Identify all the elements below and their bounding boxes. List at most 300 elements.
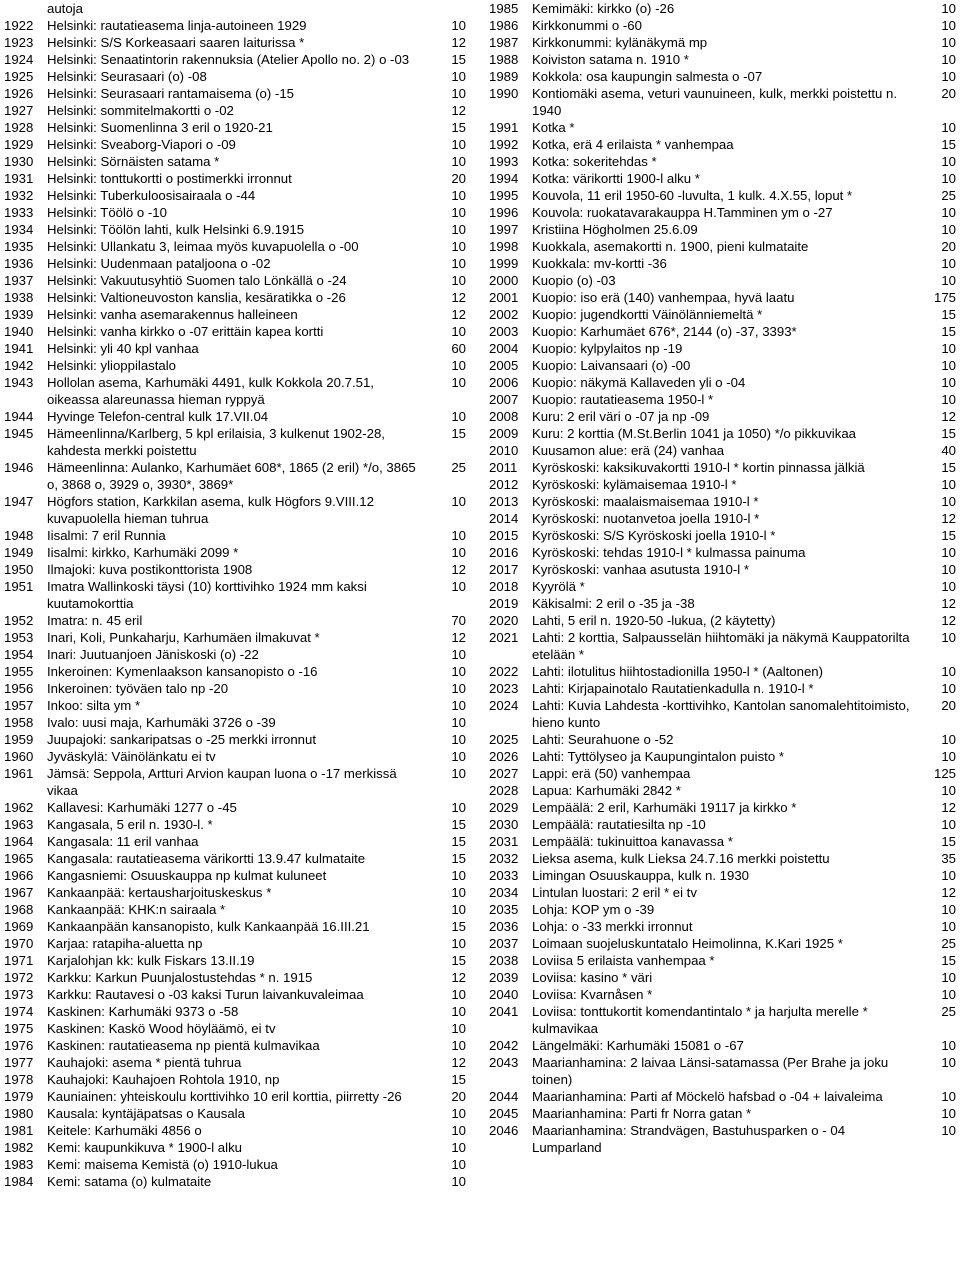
entry-price: 12 [941, 511, 956, 526]
entry-price: 10 [451, 154, 466, 169]
catalog-entry [489, 918, 956, 935]
catalog-entry [4, 119, 466, 136]
entry-number: 1988 [489, 52, 519, 67]
entry-description: Lapua: Karhumäki 2842 * [532, 783, 681, 798]
catalog-entry [489, 952, 956, 969]
catalog-entry [4, 1105, 466, 1122]
entry-price: 10 [941, 52, 956, 67]
entry-description: Helsinki: Ullankatu 3, leimaa myös kuvapuolella o -00 [47, 239, 359, 254]
entry-description: Kyröskoski: kylämaisemaa 1910-l * [532, 477, 737, 492]
entry-number: 1939 [4, 307, 34, 322]
entry-number: 1973 [4, 987, 34, 1002]
catalog-entry [489, 340, 956, 357]
entry-description: Kausala: kyntäjäpatsas o Kausala [47, 1106, 245, 1121]
catalog-entry [489, 357, 956, 374]
entry-description: Helsinki: Töölön lahti, kulk Helsinki 6.9.1915 [47, 222, 305, 237]
entry-number: 1933 [4, 205, 34, 220]
entry-number: 1999 [489, 256, 519, 271]
entry-price: 15 [941, 137, 956, 152]
entry-description: Lahti: 2 korttia, Salpausselän hiihtomäki ja näkymä Kauppatorilta etelään * [532, 630, 910, 662]
entry-description: Karkku: Rautavesi o -03 kaksi Turun laivankuvaleimaa [47, 987, 364, 1002]
entry-price: 20 [451, 171, 466, 186]
catalog-entry [489, 68, 956, 85]
catalog-entry [4, 51, 466, 68]
entry-number: 1954 [4, 647, 34, 662]
entry-description: Kangasala: rautatieasema värikortti 13.9.47 kulmataite [47, 851, 366, 866]
entry-price: 10 [941, 1055, 956, 1070]
entry-price: 10 [451, 256, 466, 271]
entry-description: Lempäälä: 2 eril, Karhumäki 19117 ja kirkko * [532, 800, 797, 815]
catalog-entry [4, 306, 466, 323]
entry-description: Juupajoki: sankaripatsas o -25 merkki irronnut [47, 732, 317, 747]
entry-price: 15 [451, 953, 466, 968]
entry-number: 2000 [489, 273, 519, 288]
catalog-entry [4, 578, 466, 612]
catalog-entry [489, 867, 956, 884]
entry-description: Kouvola: ruokatavarakauppa H.Tamminen ym o -27 [532, 205, 833, 220]
entry-description: Kotka * [532, 120, 575, 135]
entry-number: 1925 [4, 69, 34, 84]
catalog-entry [4, 340, 466, 357]
entry-price: 60 [451, 341, 466, 356]
entry-description: Helsinki: S/S Korkeasaari saaren laiturissa * [47, 35, 305, 50]
entry-number: 2025 [489, 732, 519, 747]
entry-number: 1960 [4, 749, 34, 764]
right-column [489, 0, 956, 1156]
entry-price: 10 [451, 681, 466, 696]
entry-number: 2027 [489, 766, 519, 781]
catalog-entry [4, 102, 466, 119]
entry-description: Maarianhamina: Parti fr Norra gatan * [532, 1106, 752, 1121]
entry-price: 25 [941, 188, 956, 203]
catalog-entry [489, 119, 956, 136]
catalog-entry [4, 714, 466, 731]
entry-number: 1981 [4, 1123, 34, 1138]
catalog-entry [4, 1122, 466, 1139]
entry-number: 1952 [4, 613, 34, 628]
entry-price: 15 [941, 528, 956, 543]
entry-price: 10 [451, 137, 466, 152]
entry-price: 12 [941, 596, 956, 611]
entry-number: 1936 [4, 256, 34, 271]
entry-number: 1931 [4, 171, 34, 186]
catalog-entry [4, 952, 466, 969]
entry-price: 10 [451, 749, 466, 764]
entry-price: 10 [941, 256, 956, 271]
catalog-entry [489, 1105, 956, 1122]
catalog-entry [4, 561, 466, 578]
catalog-entry [489, 595, 956, 612]
entry-number: 1938 [4, 290, 34, 305]
catalog-entry [489, 748, 956, 765]
entry-description: Kankaanpään kansanopisto, kulk Kankaanpää 16.III.21 [47, 919, 370, 934]
entry-description: Kyröskoski: nuotanvetoa joella 1910-l * [532, 511, 760, 526]
catalog-entry [489, 85, 956, 119]
entry-price: 10 [941, 817, 956, 832]
catalog-entry [4, 1003, 466, 1020]
catalog-entry [4, 85, 466, 102]
entry-description: Loviisa: Kvarnåsen * [532, 987, 653, 1002]
entry-number: 1951 [4, 579, 34, 594]
catalog-entry [489, 493, 956, 510]
entry-price: 10 [941, 1106, 956, 1121]
entry-description: Iisalmi: kirkko, Karhumäki 2099 * [47, 545, 239, 560]
entry-price: 25 [941, 936, 956, 951]
entry-description: Helsinki: vanha kirkko o -07 erittäin kapea kortti [47, 324, 324, 339]
entry-description: Helsinki: Senaatintorin rakennuksia (Atelier Apollo no. 2) o -03 [47, 52, 410, 67]
entry-price: 10 [451, 545, 466, 560]
catalog-entry [4, 1037, 466, 1054]
entry-price: 10 [941, 1123, 956, 1138]
catalog-entry [4, 986, 466, 1003]
entry-number: 1994 [489, 171, 519, 186]
entry-description: Helsinki: Töölö o -10 [47, 205, 167, 220]
entry-description: Lohja: o -33 merkki irronnut [532, 919, 693, 934]
entry-description: Karjaa: ratapiha-aluetta np [47, 936, 203, 951]
entry-description: Kangasala, 5 eril n. 1930-l. * [47, 817, 213, 832]
entry-number: 1964 [4, 834, 34, 849]
entry-price: 10 [941, 1038, 956, 1053]
catalog-entry [489, 816, 956, 833]
entry-price: 15 [941, 834, 956, 849]
entry-number: 1946 [4, 460, 34, 475]
entry-price: 25 [451, 460, 466, 475]
entry-price: 10 [451, 1140, 466, 1155]
entry-price: 10 [941, 222, 956, 237]
entry-number: 2009 [489, 426, 519, 441]
entry-number: 1971 [4, 953, 34, 968]
entry-price: 12 [941, 800, 956, 815]
catalog-entry [4, 1088, 466, 1105]
entry-price: 15 [451, 817, 466, 832]
entry-description: Kokkola: osa kaupungin salmesta o -07 [532, 69, 763, 84]
entry-price: 10 [451, 766, 466, 781]
catalog-entry [489, 425, 956, 442]
entry-description: Kangasniemi: Osuuskauppa np kulmat kuluneet [47, 868, 327, 883]
entry-price: 10 [451, 1174, 466, 1189]
catalog-entry [489, 238, 956, 255]
entry-price: 10 [451, 715, 466, 730]
catalog-entry [489, 187, 956, 204]
entry-number: 1955 [4, 664, 34, 679]
entry-number: 1945 [4, 426, 34, 441]
catalog-entry [489, 391, 956, 408]
catalog-entry [489, 255, 956, 272]
catalog-entry [4, 68, 466, 85]
entry-description: Kuopio: rautatieasema 1950-l * [532, 392, 714, 407]
catalog-entry [4, 629, 466, 646]
catalog-entry [489, 170, 956, 187]
entry-description: Helsinki: Tuberkuloosisairaala o -44 [47, 188, 256, 203]
entry-description: Helsinki: Seurasaari rantamaisema (o) -15 [47, 86, 294, 101]
entry-price: 10 [941, 902, 956, 917]
entry-number: 1953 [4, 630, 34, 645]
catalog-entry [489, 374, 956, 391]
entry-description: Kemi: maisema Kemistä (o) 1910-lukua [47, 1157, 278, 1172]
entry-number: 2045 [489, 1106, 519, 1121]
catalog-entry [4, 34, 466, 51]
entry-number: 1970 [4, 936, 34, 951]
catalog-entry [4, 289, 466, 306]
entry-price: 10 [451, 375, 466, 390]
entry-price: 15 [941, 460, 956, 475]
entry-price: 10 [941, 494, 956, 509]
entry-price: 10 [451, 86, 466, 101]
catalog-entry [4, 544, 466, 561]
entry-number: 2039 [489, 970, 519, 985]
entry-price: 10 [451, 1123, 466, 1138]
entry-number: 2029 [489, 800, 519, 815]
entry-description: Lempäälä: rautatiesilta np -10 [532, 817, 706, 832]
entry-description: Lempäälä: tukinuittoa kanavassa * [532, 834, 733, 849]
entry-description: Lieksa asema, kulk Lieksa 24.7.16 merkki poistettu [532, 851, 830, 866]
entry-number: 1923 [4, 35, 34, 50]
entry-number: 2014 [489, 511, 519, 526]
entry-number: 2012 [489, 477, 519, 492]
entry-number: 1992 [489, 137, 519, 152]
entry-price: 15 [451, 52, 466, 67]
entry-price: 10 [451, 1106, 466, 1121]
entry-description: Limingan Osuuskauppa, kulk n. 1930 [532, 868, 750, 883]
catalog-entry [4, 1173, 466, 1190]
catalog-entry [489, 578, 956, 595]
entry-price: 10 [451, 868, 466, 883]
entry-number: 2021 [489, 630, 519, 645]
entry-price: 10 [451, 732, 466, 747]
entry-description: Helsinki: vanha asemarakennus halleineen [47, 307, 298, 322]
entry-number: 2032 [489, 851, 519, 866]
catalog-entry [489, 833, 956, 850]
entry-number: 1961 [4, 766, 34, 781]
entry-number: 2038 [489, 953, 519, 968]
entry-number: 1944 [4, 409, 34, 424]
entry-description: Kristiina Högholmen 25.6.09 [532, 222, 698, 237]
entry-description: Koiviston satama n. 1910 * [532, 52, 689, 67]
entry-number: 1942 [4, 358, 34, 373]
catalog-entry [489, 986, 956, 1003]
entry-price: 10 [941, 69, 956, 84]
entry-description: Karjalohjan kk: kulk Fiskars 13.II.19 [47, 953, 255, 968]
catalog-entry [489, 306, 956, 323]
entry-price: 10 [941, 120, 956, 135]
entry-price: 10 [941, 868, 956, 883]
catalog-entry [4, 527, 466, 544]
entry-price: 10 [941, 358, 956, 373]
entry-description: Loviisa 5 erilaista vanhempaa * [532, 953, 715, 968]
entry-number: 1996 [489, 205, 519, 220]
catalog-entry [4, 918, 466, 935]
entry-number: 1957 [4, 698, 34, 713]
catalog-entry [489, 51, 956, 68]
entry-number: 1958 [4, 715, 34, 730]
catalog-entry [4, 255, 466, 272]
entry-price: 12 [451, 307, 466, 322]
entry-number: 1977 [4, 1055, 34, 1070]
catalog-entry [489, 884, 956, 901]
entry-price: 12 [941, 409, 956, 424]
catalog-entry [489, 1037, 956, 1054]
entry-description: Lahti: Tyttölyseo ja Kaupungintalon puisto * [532, 749, 784, 764]
entry-description: Kemi: satama (o) kulmataite [47, 1174, 212, 1189]
entry-description: Maarianhamina: Strandvägen, Bastuhusparken o - 04 Lumparland [532, 1123, 846, 1155]
entry-price: 125 [933, 766, 956, 781]
entry-number: 1934 [4, 222, 34, 237]
entry-price: 12 [941, 613, 956, 628]
entry-description: Helsinki: Sveaborg-Viapori o -09 [47, 137, 236, 152]
entry-description: Maarianhamina: 2 laivaa Länsi-satamassa (Per Brahe ja joku toinen) [532, 1055, 889, 1087]
catalog-entry [489, 901, 956, 918]
entry-price: 12 [451, 630, 466, 645]
catalog-entry [489, 935, 956, 952]
entry-number: 2020 [489, 613, 519, 628]
entry-description: Kemimäki: kirkko (o) -26 [532, 1, 675, 16]
catalog-entry [489, 561, 956, 578]
entry-price: 10 [451, 664, 466, 679]
entry-number: 1978 [4, 1072, 34, 1087]
catalog-entry [489, 612, 956, 629]
catalog-entry [4, 765, 466, 799]
entry-description: Kaskinen: Karhumäki 9373 o -58 [47, 1004, 239, 1019]
entry-number: 2040 [489, 987, 519, 1002]
entry-description: Kotka, erä 4 erilaista * vanhempaa [532, 137, 734, 152]
entry-description: Helsinki: Valtioneuvoston kanslia, kesäratikka o -26 [47, 290, 346, 305]
entry-number: 1959 [4, 732, 34, 747]
entry-price: 25 [941, 1004, 956, 1019]
entry-number: 1966 [4, 868, 34, 883]
catalog-entry [489, 969, 956, 986]
entry-number: 1968 [4, 902, 34, 917]
entry-description: Iisalmi: 7 eril Runnia [47, 528, 166, 543]
entry-number: 2044 [489, 1089, 519, 1104]
entry-description: Helsinki: yli 40 kpl vanhaa [47, 341, 199, 356]
entry-description: Kyröskoski: vanhaa asutusta 1910-l * [532, 562, 749, 577]
entry-price: 15 [941, 953, 956, 968]
entry-number: 1986 [489, 18, 519, 33]
entry-description: Kyyrölä * [532, 579, 585, 594]
entry-number: 2019 [489, 596, 519, 611]
entry-description: Maarianhamina: Parti af Möckelö hafsbad o -04 + laivaleima [532, 1089, 883, 1104]
entry-description: Inari: Juutuanjoen Jäniskoski (o) -22 [47, 647, 259, 662]
entry-price: 10 [451, 358, 466, 373]
catalog-entry [489, 153, 956, 170]
entry-description: Kirkkonummi o -60 [532, 18, 642, 33]
catalog-entry [4, 323, 466, 340]
catalog-entry [489, 782, 956, 799]
entry-number: 1962 [4, 800, 34, 815]
entry-price: 10 [451, 494, 466, 509]
entry-description: Hyvinge Telefon-central kulk 17.VII.04 [47, 409, 269, 424]
entry-description: Kuopio: Laivansaari (o) -00 [532, 358, 691, 373]
entry-price: 15 [451, 1072, 466, 1087]
entry-description: Lahti: Seurahuone o -52 [532, 732, 674, 747]
entry-description: Kemi: kaupunkikuva * 1900-l alku [47, 1140, 242, 1155]
catalog-entry [4, 680, 466, 697]
entry-number: 2031 [489, 834, 519, 849]
entry-description: Ilmajoki: kuva postikonttorista 1908 [47, 562, 253, 577]
catalog-entry [4, 646, 466, 663]
entry-description: Inari, Koli, Punkaharju, Karhumäen ilmakuvat * [47, 630, 320, 645]
entry-description: Kaskinen: rautatieasema np pientä kulmavikaa [47, 1038, 320, 1053]
entry-number: 2022 [489, 664, 519, 679]
catalog-entry [4, 493, 466, 527]
entry-number: 1949 [4, 545, 34, 560]
entry-price: 20 [941, 86, 956, 101]
entry-price: 20 [451, 1089, 466, 1104]
entry-description: Kaskinen: Kaskö Wood höyläämö, ei tv [47, 1021, 276, 1036]
entry-description: Kouvola, 11 eril 1950-60 -luvulta, 1 kulk. 4.X.55, loput * [532, 188, 853, 203]
entry-price: 15 [941, 324, 956, 339]
entry-number: 1965 [4, 851, 34, 866]
entry-price: 15 [451, 919, 466, 934]
entry-description: Högfors station, Karkkilan asema, kulk Högfors 9.VIII.12 kuvapuolella hieman tuhrua [47, 494, 374, 526]
catalog-entry [489, 544, 956, 561]
entry-description: Lahti: Kuvia Lahdesta -korttivihko, Kantolan sanomalehtitoimisto, hieno kunto [532, 698, 910, 730]
catalog-entry [489, 1054, 956, 1088]
catalog-entry [4, 867, 466, 884]
entry-description: Hämeenlinna: Aulanko, Karhumäet 608*, 1865 (2 eril) */o, 3865 o, 3868 o, 3929 o, 3930*, 3869* [47, 460, 416, 492]
catalog-entry [489, 476, 956, 493]
catalog-entry [4, 884, 466, 901]
entry-price: 15 [451, 851, 466, 866]
entry-price: 175 [933, 290, 956, 305]
entry-number: 1974 [4, 1004, 34, 1019]
entry-description: Lahti: ilotulitus hiihtostadionilla 1950-l * (Aaltonen) [532, 664, 824, 679]
catalog-entry [4, 663, 466, 680]
entry-description: Lahti, 5 eril n. 1920-50 -lukua, (2 käytetty) [532, 613, 776, 628]
entry-price: 10 [451, 1004, 466, 1019]
entry-price: 10 [941, 392, 956, 407]
entry-description: Helsinki: ylioppilastalo [47, 358, 177, 373]
entry-description: Inkeroinen: työväen talo np -20 [47, 681, 229, 696]
catalog-entry [4, 238, 466, 255]
entry-price: 10 [451, 528, 466, 543]
catalog-entry [489, 799, 956, 816]
catalog-entry [4, 136, 466, 153]
entry-number: 1998 [489, 239, 519, 254]
entry-number: 2024 [489, 698, 519, 713]
entry-number: 1947 [4, 494, 34, 509]
entry-number: 2042 [489, 1038, 519, 1053]
entry-price: 10 [941, 273, 956, 288]
entry-number: 2002 [489, 307, 519, 322]
catalog-entry [4, 1054, 466, 1071]
entry-price: 10 [451, 800, 466, 815]
entry-price: 10 [451, 239, 466, 254]
entry-description: Imatra: n. 45 eril [47, 613, 143, 628]
catalog-entry [4, 0, 466, 17]
entry-price: 12 [941, 885, 956, 900]
catalog-entry [4, 697, 466, 714]
entry-description: Jyväskylä: Väinölänkatu ei tv [47, 749, 216, 764]
catalog-entry [489, 527, 956, 544]
entry-price: 10 [451, 885, 466, 900]
entry-number: 1930 [4, 154, 34, 169]
catalog-entry [4, 357, 466, 374]
catalog-entry [4, 1020, 466, 1037]
catalog-entry [489, 204, 956, 221]
entry-number: 1928 [4, 120, 34, 135]
entry-number: 1990 [489, 86, 519, 101]
catalog-entry [489, 272, 956, 289]
catalog-entry [489, 323, 956, 340]
entry-description: Helsinki: Suomenlinna 3 eril o 1920-21 [47, 120, 273, 135]
entry-price: 15 [451, 426, 466, 441]
entry-price: 10 [941, 783, 956, 798]
entry-number: 1948 [4, 528, 34, 543]
catalog-entry [489, 1088, 956, 1105]
entry-description: Helsinki: Vakuutusyhtiö Suomen talo Lönkällä o -24 [47, 273, 347, 288]
catalog-entry [4, 1139, 466, 1156]
